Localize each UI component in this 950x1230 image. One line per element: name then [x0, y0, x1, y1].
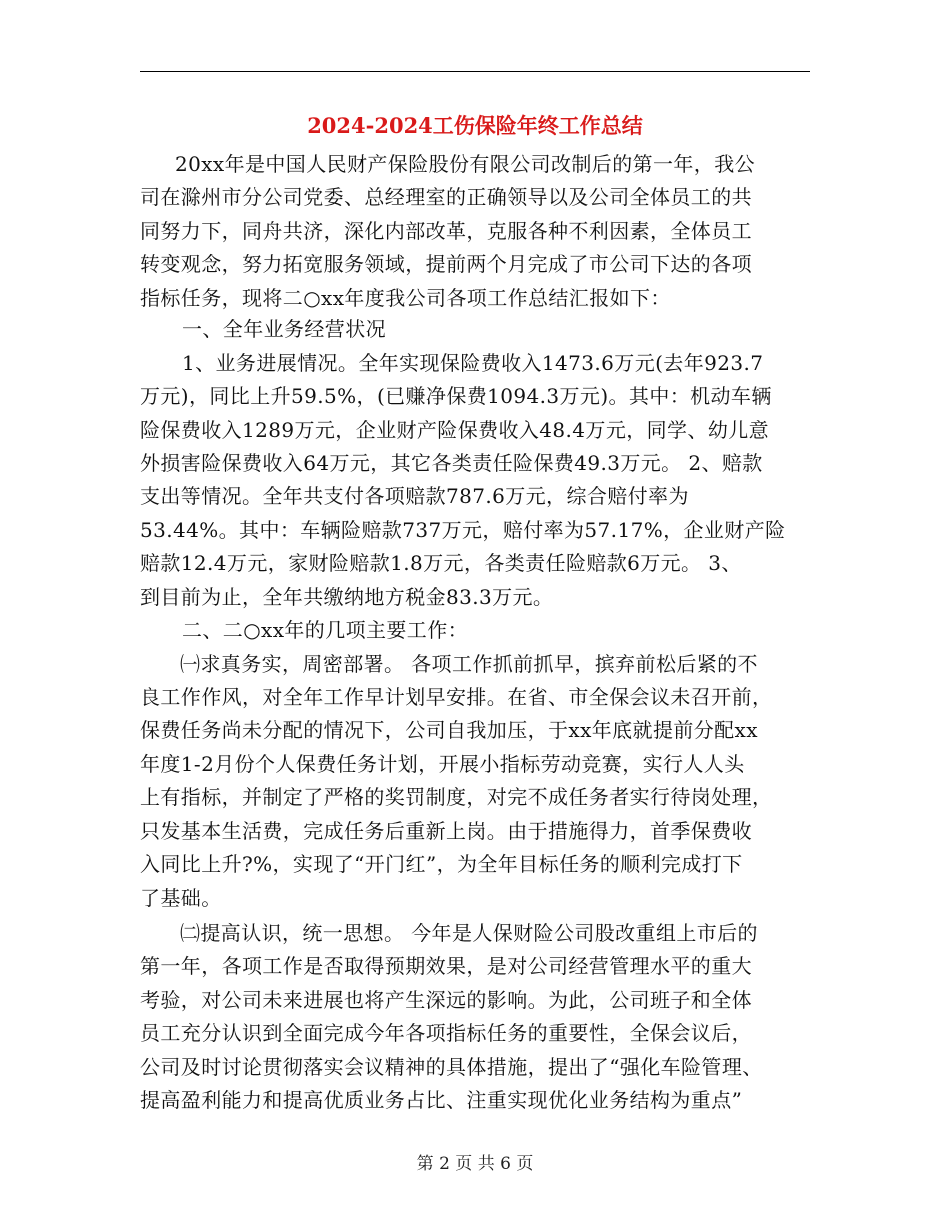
- body-line: 1、业务进展情况。全年实现保险费收入1473.6万元(去年923.7: [182, 351, 764, 375]
- body-line: 了基础。: [140, 886, 222, 910]
- body-line: 53.44%。其中：车辆险赔款737万元，赔付率为57.17%，企业财产险: [140, 518, 786, 542]
- body-line: 司在滁州市分公司党委、总经理室的正确领导以及公司全体员工的共: [140, 185, 752, 209]
- body-line: 第一年，各项工作是否取得预期效果，是对公司经营管理水平的重大: [140, 954, 752, 978]
- body-line: 只发基本生活费，完成任务后重新上岗。由于措施得力，首季保费收: [140, 819, 752, 843]
- section-heading: 二、二○xx年的几项主要工作：: [182, 618, 469, 642]
- body-line: 到目前为止，全年共缴纳地方税金83.3万元。: [140, 585, 554, 609]
- header-rule: [140, 71, 810, 72]
- body-line: ㈠求真务实，周密部署。 各项工作抓前抓早，摈弃前松后紧的不: [180, 652, 758, 676]
- body-line: 提高盈利能力和提高优质业务占比、注重实现优化业务结构为重点”: [140, 1088, 743, 1112]
- page-number: 第 2 页 共 6 页: [416, 1154, 534, 1174]
- document-title: 2024-2024工伤保险年终工作总结: [307, 113, 643, 138]
- body-line: 20xx年是中国人民财产保险股份有限公司改制后的第一年，我公: [175, 152, 756, 176]
- body-line: 转变观念，努力拓宽服务领域，提前两个月完成了市公司下达的各项: [140, 252, 752, 276]
- body-line: 同努力下，同舟共济，深化内部改革，克服各种不利因素，全体员工: [140, 219, 752, 243]
- body-line: 赔款12.4万元，家财险赔款1.8万元，各类责任险赔款6万元。 3、: [140, 551, 742, 575]
- body-line: 万元)，同比上升59.5%，(已赚净保费1094.3万元)。其中：机动车辆: [140, 384, 772, 408]
- body-line: 指标任务，现将二○xx年度我公司各项工作总结汇报如下：: [140, 286, 671, 310]
- body-line: 公司及时讨论贯彻落实会议精神的具体措施，提出了“强化车险管理、: [140, 1055, 763, 1079]
- body-line: 上有指标，并制定了严格的奖罚制度，对完不成任务者实行待岗处理，: [140, 785, 773, 809]
- body-line: 入同比上升?%，实现了“开门红”，为全年目标任务的顺利完成打下: [140, 852, 743, 876]
- body-line: 考验，对公司未来进展也将产生深远的影响。为此，公司班子和全体: [140, 988, 752, 1012]
- body-line: 支出等情况。全年共支付各项赔款787.6万元，综合赔付率为: [140, 484, 689, 508]
- body-line: 外损害险保费收入64万元，其它各类责任险保费49.3万元。 2、赔款: [140, 451, 763, 475]
- body-line: 年度1-2月份个人保费任务计划，开展小指标劳动竞赛，实行人人头: [140, 752, 745, 776]
- body-line: 员工充分认识到全面完成今年各项指标任务的重要性，全保会议后，: [140, 1021, 752, 1045]
- section-heading: 一、全年业务经营状况: [182, 317, 386, 341]
- body-line: 保费任务尚未分配的情况下，公司自我加压，于xx年底就提前分配xx: [140, 718, 758, 742]
- body-line: ㈡提高认识，统一思想。 今年是人保财险公司股改重组上市后的: [180, 921, 758, 945]
- body-line: 良工作作风，对全年工作早计划早安排。在省、市全保会议未召开前，: [140, 685, 773, 709]
- body-line: 险保费收入1289万元，企业财产险保费收入48.4万元，同学、幼儿意: [140, 418, 770, 442]
